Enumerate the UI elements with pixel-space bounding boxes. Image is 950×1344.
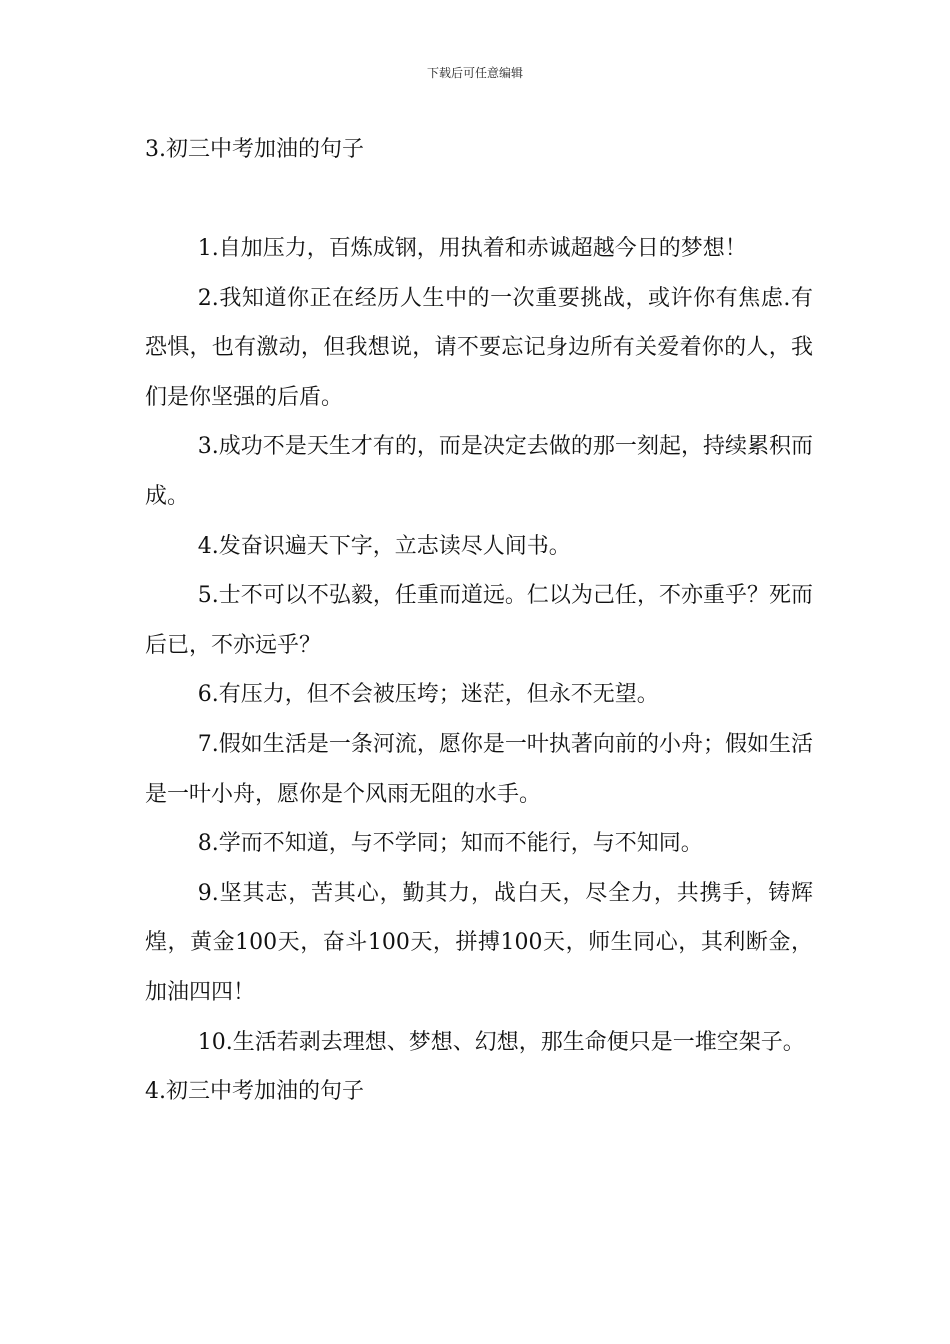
next-section-title: 4.初三中考加油的句子: [145, 1079, 364, 1105]
paragraph-10: 10.生活若剥去理想、梦想、幻想，那生命便只是一堆空架子。: [197, 1029, 805, 1055]
page-header: 下载后可任意编辑: [426, 66, 523, 80]
paragraph-2: 2.我知道你正在经历人生中的一次重要挑战，或许你有焦虑.有恐惧，也有激动，但我想说，请不要忘记身边所有关爱着你的人，我们是你坚强的后盾。: [145, 285, 813, 410]
paragraph-8: 8.学而不知道，与不学同；知而不能行，与不知同。: [197, 831, 703, 857]
paragraph-6: 6.有压力，但不会被压垮；迷茫，但永不无望。: [197, 682, 659, 708]
paragraph-5: 5.士不可以不弘毅，任重而道远。仁以为己任，不亦重乎？死而后已，不亦远乎？: [145, 583, 813, 658]
paragraph-9: 9.坚其志，苦其心，勤其力，战白天，尽全力，共携手，铸辉煌，黄金100天，奋斗100天，拼搏100天，师生同心，其利断金，加油四四！: [145, 880, 813, 1005]
paragraph-7: 7.假如生活是一条河流，愿你是一叶执著向前的小舟；假如生活是一叶小舟，愿你是个风雨无阻的水手。: [145, 731, 813, 807]
paragraph-1: 1.自加压力，百炼成钢，用执着和赤诚超越今日的梦想！: [197, 236, 747, 261]
paragraph-3: 3.成功不是天生才有的，而是决定去做的那一刻起，持续累积而成。: [145, 434, 813, 509]
section-title: 3.初三中考加油的句子: [145, 137, 364, 162]
document-body: [145, 224, 813, 1117]
paragraph-4: 4.发奋识遍天下字，立志读尽人间书。: [197, 533, 571, 559]
